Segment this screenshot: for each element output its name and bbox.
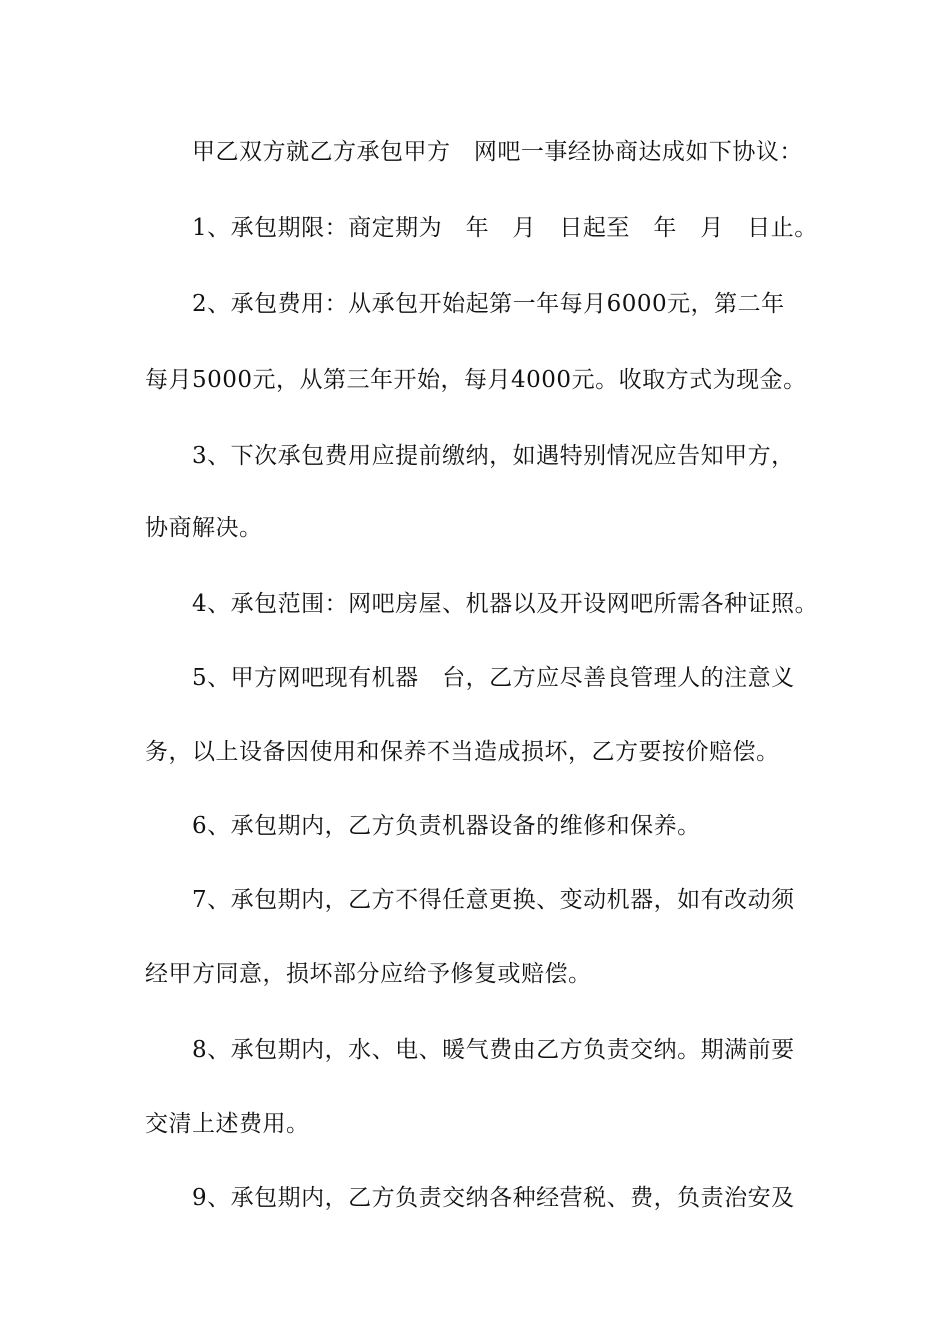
clause-7-line-2: 经甲方同意，损坏部分应给予修复或赔偿。 — [145, 961, 592, 987]
clause-3-line-2: 协商解决。 — [145, 515, 263, 541]
clause-5-line-2: 务，以上设备因使用和保养不当造成损坏，乙方要按价赔偿。 — [145, 739, 780, 765]
clause-2-line-1: 2、承包费用：从承包开始起第一年每月6000元，第二年 — [192, 291, 785, 317]
intro-paragraph: 甲乙双方就乙方承包甲方 网吧一事经协商达成如下协议： — [192, 139, 803, 165]
clause-8-line-2: 交清上述费用。 — [145, 1111, 310, 1137]
clause-3-line-1: 3、下次承包费用应提前缴纳，如遇特别情况应告知甲方， — [192, 443, 795, 469]
clause-6-line: 6、承包期内，乙方负责机器设备的维修和保养。 — [192, 813, 701, 839]
clause-8-line-1: 8、承包期内，水、电、暖气费由乙方负责交纳。期满前要 — [192, 1037, 795, 1063]
clause-9-line-1: 9、承包期内，乙方负责交纳各种经营税、费，负责治安及 — [192, 1185, 795, 1211]
clause-2-line-2: 每月5000元，从第三年开始，每月4000元。收取方式为现金。 — [145, 367, 807, 393]
clause-5-line-1: 5、甲方网吧现有机器 台，乙方应尽善良管理人的注意义 — [192, 665, 795, 691]
clause-7-line-1: 7、承包期内，乙方不得任意更换、变动机器，如有改动须 — [192, 887, 795, 913]
clause-4-line: 4、承包范围：网吧房屋、机器以及开设网吧所需各种证照。 — [192, 591, 819, 617]
clause-1-line: 1、承包期限：商定期为 年 月 日起至 年 月 日止。 — [192, 215, 818, 241]
